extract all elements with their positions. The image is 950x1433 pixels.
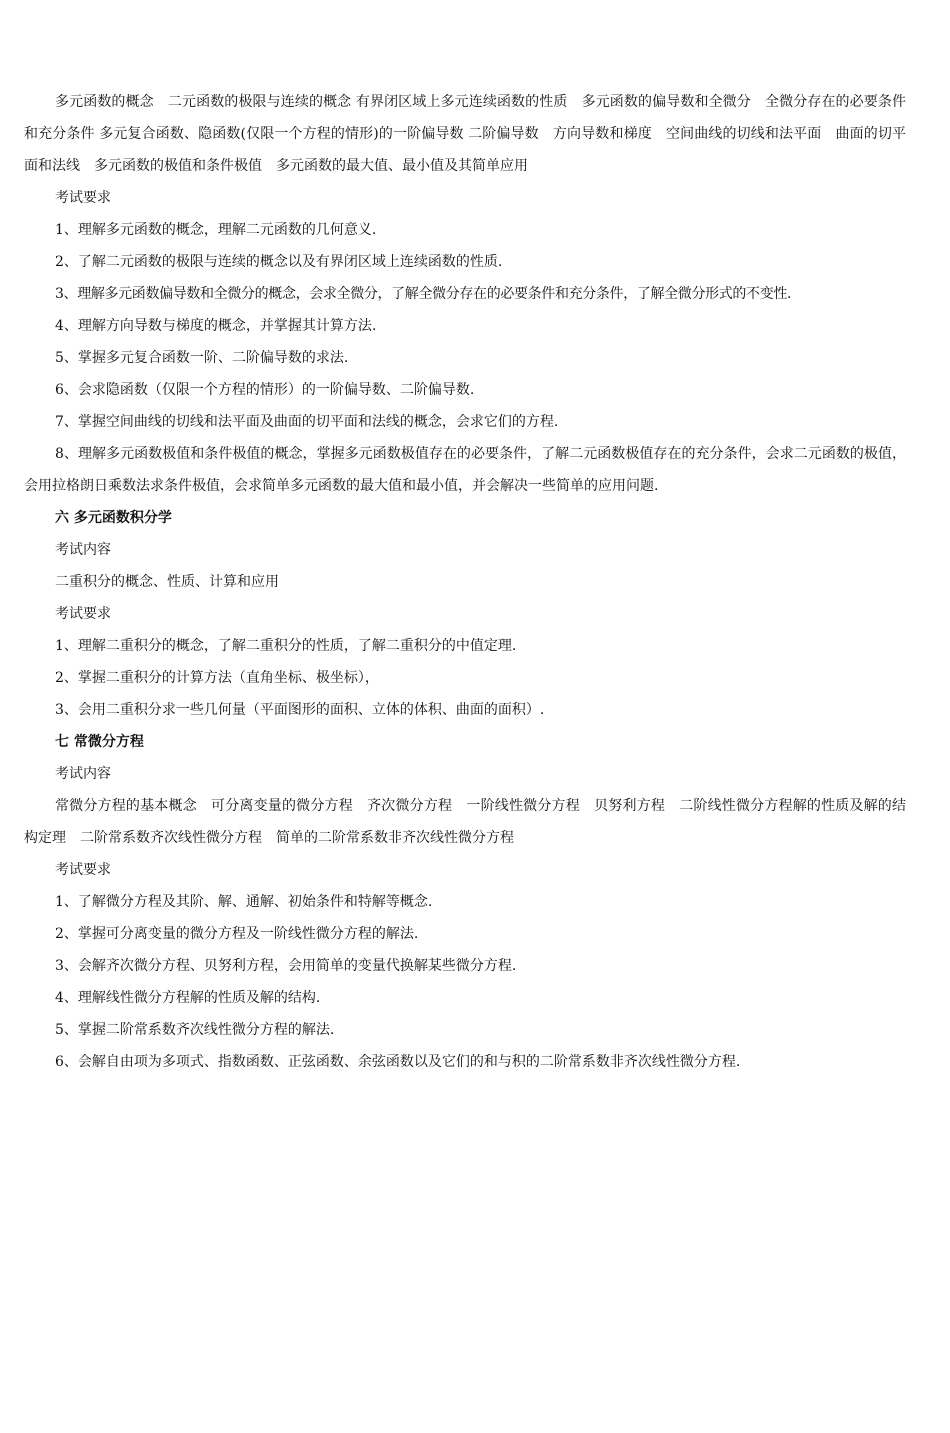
section7-req-3: 3、会解齐次微分方程、贝努利方程，会用简单的变量代换解某些微分方程.: [55, 958, 517, 974]
section6-content-title: 考试内容: [55, 542, 111, 558]
section5-req-6: 6、会求隐函数（仅限一个方程的情形）的一阶偏导数、二阶偏导数.: [55, 382, 475, 398]
section6-req-3: 3、会用二重积分求一些几何量（平面图形的面积、立体的体积、曲面的面积）.: [55, 702, 545, 718]
section6-req-2: 2、掌握二重积分的计算方法（直角坐标、极坐标），: [55, 670, 379, 686]
section6-req-1: 1、理解二重积分的概念，了解二重积分的性质，了解二重积分的中值定理.: [55, 638, 517, 654]
section5-req-3: 3、理解多元函数偏导数和全微分的概念，会求全微分，了解全微分存在的必要条件和充分条件，了解全微分形式的不变性.: [55, 286, 792, 302]
section5-content: 多元函数的概念 二元函数的极限与连续的概念 有界闭区域上多元连续函数的性质 多元函数的偏导数和全微分 全微分存在的必要条件和充分条件 多元复合函数、隐函数(仅限一个方程的情形)的一阶偏导数 二阶偏导数 方向导数和梯度 空间曲线的切线和法平面 曲面的切平面和法线 多元函数的极值和条件极值 多元函数的最大值、最小值及其简单应用: [24, 94, 906, 174]
section6-requirements-title: 考试要求: [55, 606, 111, 622]
section5-req-5: 5、掌握多元复合函数一阶、二阶偏导数的求法.: [55, 350, 349, 366]
section7-content-title: 考试内容: [55, 766, 111, 782]
section5-req-2: 2、了解二元函数的极限与连续的概念以及有界闭区域上连续函数的性质.: [55, 254, 503, 270]
section7-req-2: 2、掌握可分离变量的微分方程及一阶线性微分方程的解法.: [55, 926, 419, 942]
section5-req-7: 7、掌握空间曲线的切线和法平面及曲面的切平面和法线的概念，会求它们的方程.: [55, 414, 559, 430]
section7-requirements-title: 考试要求: [55, 862, 111, 878]
section5-req-8: 8、理解多元函数极值和条件极值的概念，掌握多元函数极值存在的必要条件，了解二元函数极值存在的充分条件，会求二元函数的极值，会用拉格朗日乘数法求条件极值，会求简单多元函数的最大值和最小值，并会解决一些简单的应用问题.: [24, 446, 906, 494]
section5-requirements-title: 考试要求: [55, 190, 111, 206]
section7-req-5: 5、掌握二阶常系数齐次线性微分方程的解法.: [55, 1022, 335, 1038]
document-page: [24, 86, 906, 1078]
section7-content: 常微分方程的基本概念 可分离变量的微分方程 齐次微分方程 一阶线性微分方程 贝努利方程 二阶线性微分方程解的性质及解的结构定理 二阶常系数齐次线性微分方程 简单的二阶常系数非齐次线性微分方程: [24, 798, 906, 846]
section7-title: 七 常微分方程: [55, 734, 144, 750]
section6-title: 六 多元函数积分学: [55, 510, 172, 526]
section7-req-6: 6、会解自由项为多项式、指数函数、正弦函数、余弦函数以及它们的和与积的二阶常系数非齐次线性微分方程.: [55, 1054, 741, 1070]
section5-req-4: 4、理解方向导数与梯度的概念，并掌握其计算方法.: [55, 318, 377, 334]
section7-req-1: 1、了解微分方程及其阶、解、通解、初始条件和特解等概念.: [55, 894, 433, 910]
section6-content: 二重积分的概念、性质、计算和应用: [55, 574, 279, 590]
section5-req-1: 1、理解多元函数的概念，理解二元函数的几何意义.: [55, 222, 377, 238]
section7-req-4: 4、理解线性微分方程解的性质及解的结构.: [55, 990, 321, 1006]
